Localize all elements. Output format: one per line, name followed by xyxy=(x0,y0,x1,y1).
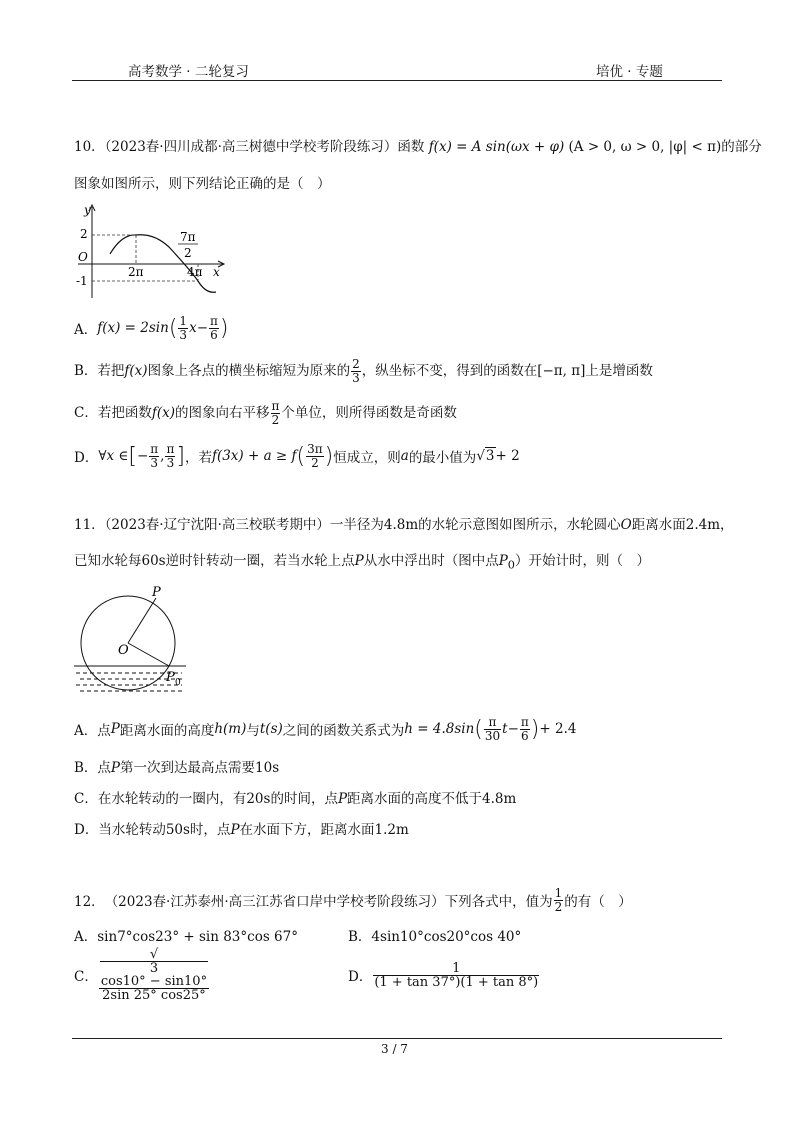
q10-stem-line1 xyxy=(74,137,762,157)
q10-option-b[interactable]: B．若把f(x)图象上各点的横坐标缩短为原来的 $\frac{2}{3}$ ，纵坐标不变，得到的函数在[−π, π]上是增函数 xyxy=(74,357,653,385)
q10-d-ineq: f(3x) + a ≥ f xyxy=(211,448,297,464)
q11-option-b[interactable]: B．点P第一次到达最高点需要10s xyxy=(74,760,280,776)
q12-c-frac: √ 3 cos10° − sin10° 2sin 25° cos25° xyxy=(100,947,208,1003)
q11-waterwheel-figure xyxy=(74,582,194,702)
x-7pi-num: 7π xyxy=(180,230,196,244)
q11-a-expr: h = 4.8sin xyxy=(404,721,475,737)
q10-option-c[interactable]: C．若把函数f(x)的图象向右平移 $\frac{\pi}{2}$ 个单位，则所得函数是奇函数 xyxy=(74,399,457,427)
q10-d-answer: + 2 xyxy=(495,448,520,464)
q10-option-a[interactable]: A． f(x) = 2sin ( $\frac{1}{3}$ x − $\frac{\pi}{6}$ ) xyxy=(74,313,229,342)
q10-a-frac1: $\frac{1}{3}$ xyxy=(179,313,188,342)
q12-a-expr: sin7°cos23° + sin 83°cos 67° xyxy=(97,929,298,945)
q10-tail: 的部分 xyxy=(721,139,762,155)
q10-stem-line2: 图象如图所示，则下列结论正确的是（ ） xyxy=(74,176,331,192)
point-P0-label: P xyxy=(166,670,175,685)
page-number: 3 / 7 xyxy=(381,1042,408,1056)
y-axis-label: y xyxy=(84,203,91,217)
q10-a-frac2: $\frac{\pi}{6}$ xyxy=(210,313,218,342)
point-P0-sub: 0 xyxy=(175,678,181,688)
q11-stem-line1: 11．（2023春·辽宁沈阳·高三校联考期中）一半径为4.8m的水轮示意图如图所示，水轮圆心O距离水面2.4m， xyxy=(74,517,734,533)
y-min-label: -1 xyxy=(76,274,88,288)
y-max-label: 2 xyxy=(80,227,88,241)
q12-option-a[interactable]: A．sin7°cos23° + sin 83°cos 67° xyxy=(74,929,298,945)
x-axis-label: x xyxy=(213,265,220,279)
origin-label: O xyxy=(78,250,88,264)
q10-condition: (A > 0, ω > 0, |φ| < π) xyxy=(568,139,722,155)
q12-half: $\frac{1}{2}$ xyxy=(554,885,563,914)
q11-stem-line2: 已知水轮每60s逆时针转动一圈，若当水轮上点P从水中浮出时（图中点$P_0$）开始计时，则（ ） xyxy=(74,553,650,572)
q10-function: f(x) = A sin(ωx + φ) xyxy=(428,139,565,155)
x-7pi-den: 2 xyxy=(184,246,192,260)
q12-option-c[interactable]: C． √ 3 cos10° − sin10° 2sin 25° cos25° xyxy=(74,947,208,1003)
radius-OP0 xyxy=(128,643,169,666)
header-left: 高考数学 · 二轮复习 xyxy=(128,64,249,80)
q10-b-fx: f(x) xyxy=(124,363,148,379)
q10-a-lhs: f(x) = 2sin xyxy=(97,320,169,336)
q12-option-d[interactable]: D． $\frac{1}{(1 + \tan 37^\circ)(1 + \tan 8^\circ)}$ xyxy=(348,960,539,990)
q10-d-forall: ∀x ∈ xyxy=(98,448,129,464)
q12-source: （2023春·江苏泰州·高三江苏省口岸中学校考阶段练习） xyxy=(104,894,445,910)
q11-option-c[interactable]: C．在水轮转动的一圈内，有20s的时间，点P距离水面的高度不低于4.8m xyxy=(74,791,517,807)
q12-b-expr: 4sin10°cos20°cos 40° xyxy=(371,929,522,945)
q10-b-interval: [−π, π] xyxy=(537,363,586,379)
q11-option-a[interactable]: A． 点 P 距离水面的高度 h(m) 与 t(s) 之间的函数关系式为 h = 4.8sin ( $\frac{\pi}{30}$ t − $\frac{\pi}{6}$ ) + 2.4 xyxy=(74,714,577,743)
q12-d-frac: $\frac{1}{(1 + \tan 37^\circ)(1 + \tan 8^\circ)}$ xyxy=(374,960,539,990)
header-rule xyxy=(72,80,722,81)
q10-option-d[interactable]: D． ∀x ∈ [ − $\frac{\pi}{3}$ , $\frac{\pi}{3}$ ] ，若 f(3x) + a ≥ f ( $\frac{3\pi}{2}$ ) 恒成立，则 a 的最小值为 √3 + 2 xyxy=(74,441,520,470)
q11-option-d[interactable]: D．当水轮转动50s时，点P在水面下方，距离水面1.2m xyxy=(74,822,409,838)
header-right: 培优 · 专题 xyxy=(596,64,663,80)
q10-source: （2023春·四川成都·高三树德中学校考阶段练习） xyxy=(104,139,398,155)
q10-number: 10． xyxy=(74,139,105,155)
x-4pi-label: 4π xyxy=(187,265,203,279)
center-O-label: O xyxy=(118,643,129,658)
q10-lead: 函数 xyxy=(397,139,425,155)
q12-stem: 12． （2023春·江苏泰州·高三江苏省口岸中学校考阶段练习） 下列各式中，值为 $\frac{1}{2}$ 的有（ ） xyxy=(74,885,632,914)
q10-b-frac: $\frac{2}{3}$ xyxy=(352,357,360,385)
q10-c-frac: $\frac{\pi}{2}$ xyxy=(271,399,280,427)
radius-OP xyxy=(128,598,156,643)
q12-option-b[interactable]: B．4sin10°cos20°cos 40° xyxy=(348,929,522,945)
q10-c-fx: f(x) xyxy=(151,405,175,421)
point-P-label: P xyxy=(152,585,161,600)
q10-sine-graph xyxy=(74,200,234,300)
x-2pi-label: 2π xyxy=(128,265,144,279)
q11-source: （2023春·辽宁沈阳·高三校联考期中） xyxy=(104,517,330,533)
q10-a-label: A． xyxy=(74,322,98,338)
footer-rule xyxy=(72,1038,722,1039)
